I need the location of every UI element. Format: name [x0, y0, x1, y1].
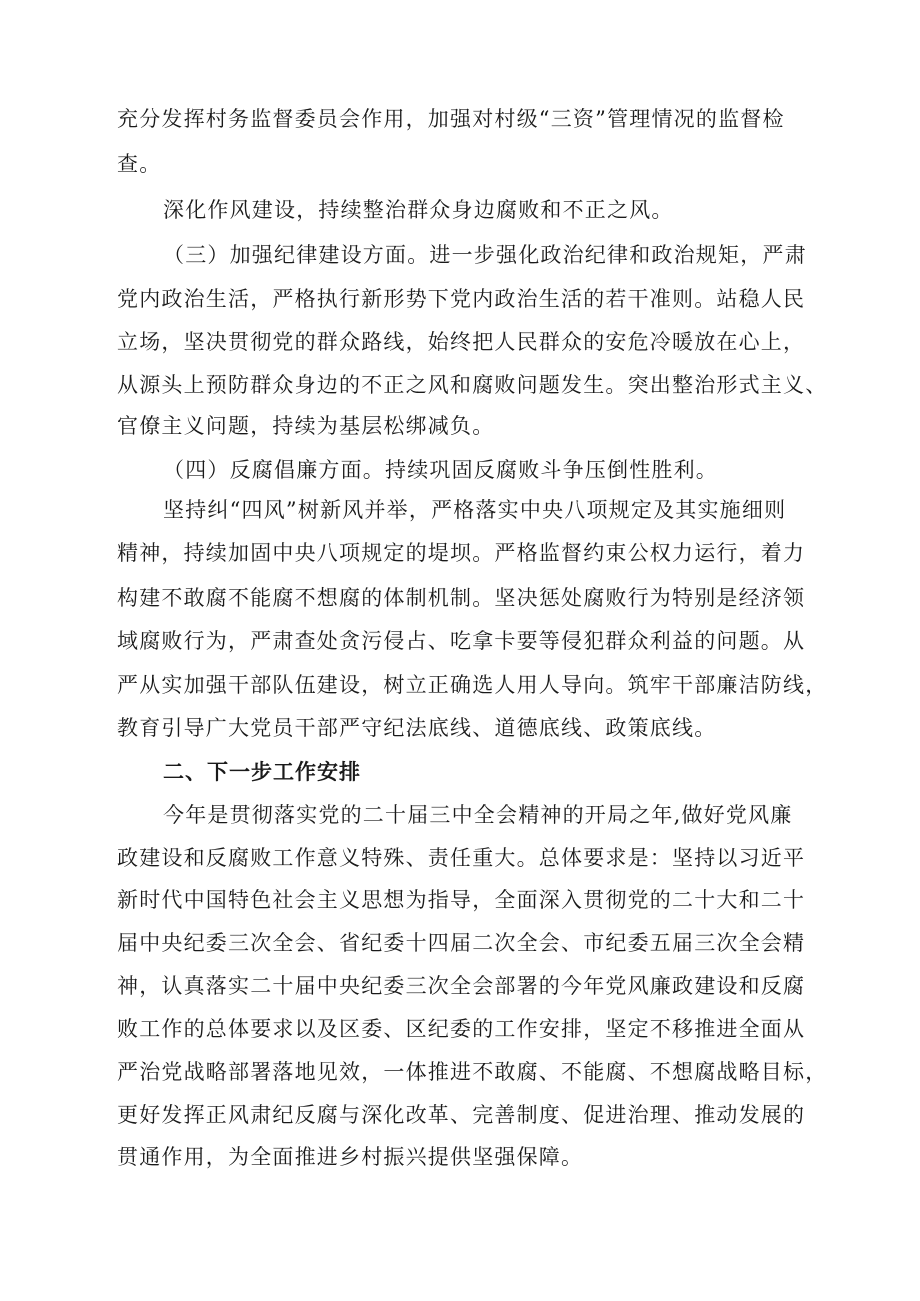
text-line: 贯通作用，为全面推进乡村振兴提供坚强保障。: [117, 1145, 584, 1169]
text-line: 坚持纠“四风”树新风并举，严格落实中央八项规定及其实施细则: [163, 498, 787, 522]
text-line: 域腐败行为，严肃查处贪污侵占、吃拿卡要等侵犯群众利益的问题。从: [117, 629, 806, 653]
text-line: 深化作风建设，持续整治群众身边腐败和不正之风。: [163, 198, 674, 222]
text-line: 官僚主义问题，持续为基层松绑减负。: [117, 414, 495, 438]
text-line: 严从实加强干部队伍建设，树立正确选人用人导向。筑牢干部廉洁防线，: [117, 673, 828, 697]
text-line: 构建不敢腐不能腐不想腐的体制机制。坚决惩处腐败行为特别是经济领: [117, 586, 806, 610]
text-line: 严治党战略部署落地见效，一体推进不敢腐、不能腐、不想腐战略目标，: [117, 1060, 828, 1084]
text-line: 精神，持续加固中央八项规定的堤坝。严格监督约束公权力运行，着力: [117, 541, 806, 565]
text-line: （三）加强纪律建设方面。进一步强化政治纪律和政治规矩，严肃: [163, 243, 807, 267]
section-heading: 二、下一步工作安排: [163, 760, 361, 784]
text-line: 更好发挥正风肃纪反腐与深化改革、完善制度、促进治理、推动发展的: [117, 1103, 806, 1127]
text-line: 党内政治生活，严格执行新形势下党内政治生活的若干准则。站稳人民: [117, 287, 806, 311]
text-line: 政建设和反腐败工作意义特殊、责任重大。总体要求是：坚持以习近平: [117, 846, 806, 870]
text-line: 从源头上预防群众身边的不正之风和腐败问题发生。突出整治形式主义、: [117, 373, 828, 397]
text-line: 查。: [117, 152, 162, 176]
text-line: 充分发挥村务监督委员会作用，加强对村级“三资”管理情况的监督检: [117, 107, 785, 131]
text-line: （四）反腐倡廉方面。持续巩固反腐败斗争压倒性胜利。: [163, 458, 718, 482]
text-line: 立场，坚决贯彻党的群众路线，始终把人民群众的安危冷暖放在心上，: [117, 330, 806, 354]
text-line: 败工作的总体要求以及区委、区纪委的工作安排，坚定不移推进全面从: [117, 1017, 806, 1041]
text-line: 新时代中国特色社会主义思想为指导，全面深入贯彻党的二十大和二十: [117, 888, 806, 912]
text-line: 教育引导广大党员干部严守纪法底线、道德底线、政策底线。: [117, 716, 717, 740]
text-line: 届中央纪委三次全会、省纪委十四届二次全会、市纪委五届三次全会精: [117, 931, 806, 955]
text-line: 神，认真落实二十届中央纪委三次全会部署的今年党风廉政建设和反腐: [117, 974, 806, 998]
text-line: 今年是贯彻落实党的二十届三中全会精神的开局之年,做好党风廉: [163, 803, 793, 827]
